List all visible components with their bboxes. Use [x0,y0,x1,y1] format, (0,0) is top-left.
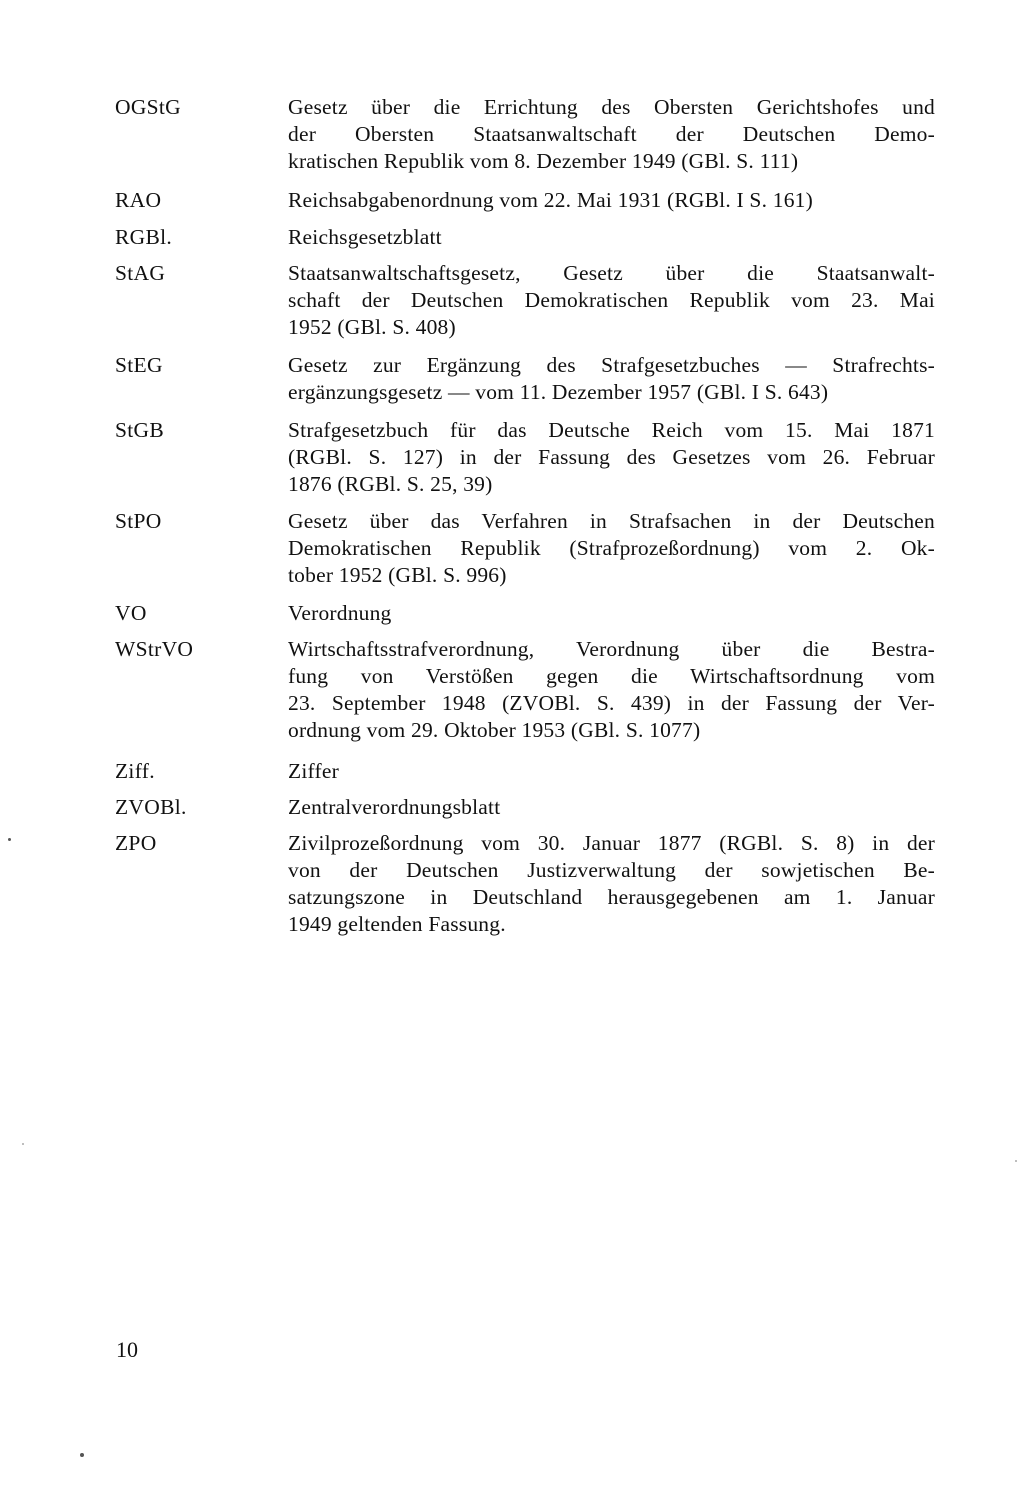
abbreviation: ZPO [115,831,157,855]
definition-line: Strafgesetzbuch für das Deutsche Reich vom 15. Mai 1871 [288,418,935,442]
abbreviation: ZVOBl. [115,795,187,819]
definition-line: von der Deutschen Justizverwaltung der sowjetischen Be- [288,858,935,882]
abbreviation: StPO [115,509,162,533]
definition-line: der Obersten Staatsanwaltschaft der Deutschen Demo- [288,122,935,146]
definition-line: 1952 (GBl. S. 408) [288,315,456,339]
definition-line: Verordnung [288,601,392,625]
definition-line: schaft der Deutschen Demokratischen Republik vom 23. Mai [288,288,935,312]
definition [288,352,935,406]
abbreviation: OGStG [115,95,182,119]
definition-line: kratischen Republik vom 8. Dezember 1949 (GBl. S. 111) [288,149,799,173]
definition-line: Demokratischen Republik (Strafprozeßordnung) vom 2. Ok- [288,536,935,560]
abbreviation: StAG [115,261,166,285]
abbreviation: WStrVO [115,637,194,661]
abbreviation: StGB [115,418,164,442]
definition [288,794,935,821]
definition-line: 23. September 1948 (ZVOBl. S. 439) in der Fassung der Ver- [288,691,935,715]
definition-line: fung von Verstößen gegen die Wirtschaftsordnung vom [288,664,935,688]
definition-line: Ziffer [288,759,339,783]
definition [288,830,935,938]
definition [288,417,935,498]
definition-line: Zentralverordnungsblatt [288,795,501,819]
definition [288,187,935,214]
definition-line: (RGBl. S. 127) in der Fassung des Gesetzes vom 26. Februar [288,445,935,469]
definition-line: Reichsgesetzblatt [288,225,442,249]
definition [288,94,935,175]
definition-line: Reichsabgabenordnung vom 22. Mai 1931 (RGBl. I S. 161) [288,188,813,212]
scan-speck [22,1143,24,1145]
scan-speck [80,1453,84,1457]
definition-line: Gesetz über die Errichtung des Obersten Gerichtshofes und [288,95,935,119]
definition-line: Staatsanwaltschaftsgesetz, Gesetz über die Staatsanwalt- [288,261,935,285]
definition-line: Wirtschaftsstrafverordnung, Verordnung über die Bestra- [288,637,935,661]
definition [288,224,935,251]
scan-speck [1015,1160,1017,1162]
definition-line: 1949 geltenden Fassung. [288,912,506,936]
abbreviation: Ziff. [115,759,155,783]
abbreviation: VO [115,601,147,625]
definition-line: Gesetz über das Verfahren in Strafsachen in der Deutschen [288,509,935,533]
scan-speck [8,838,11,841]
abbreviation: RGBl. [115,225,173,249]
definition [288,260,935,341]
definition-line: 1876 (RGBl. S. 25, 39) [288,472,493,496]
definition [288,758,935,785]
abbreviation: RAO [115,188,162,212]
page-number: 10 [116,1337,138,1362]
definition [288,600,935,627]
definition-line: ergänzungsgesetz — vom 11. Dezember 1957 (GBl. I S. 643) [288,380,829,404]
definition [288,636,935,744]
definition-line: satzungszone in Deutschland herausgegebenen am 1. Januar [288,885,935,909]
definition [288,508,935,589]
definition-line: tober 1952 (GBl. S. 996) [288,563,507,587]
definition-line: Zivilprozeßordnung vom 30. Januar 1877 (RGBl. S. 8) in der [288,831,935,855]
definition-line: Gesetz zur Ergänzung des Strafgesetzbuches — Strafrechts- [288,353,935,377]
abbreviation: StEG [115,353,163,377]
definition-line: ordnung vom 29. Oktober 1953 (GBl. S. 1077) [288,718,701,742]
